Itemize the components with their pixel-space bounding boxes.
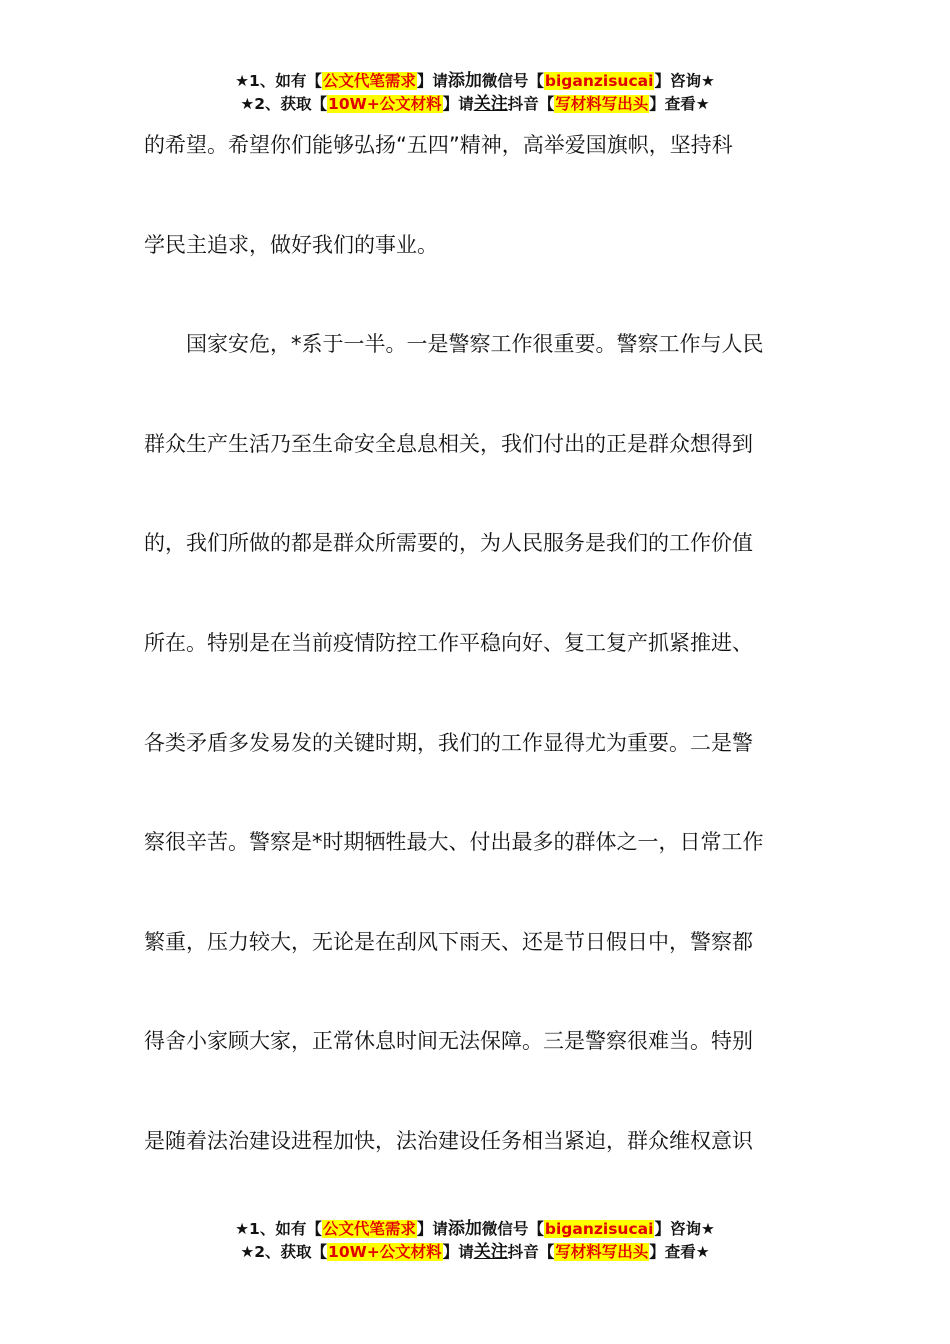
body-line: 群众生产生活乃至生命安全息息相关，我们付出的正是群众想得到 bbox=[144, 431, 753, 456]
body-line: 学民主追求，做好我们的事业。 bbox=[144, 232, 438, 257]
body-line: 繁重，压力较大，无论是在刮风下雨天、还是节日假日中，警察都 bbox=[144, 929, 753, 954]
header-line-2-post: 】查看★ bbox=[649, 95, 710, 113]
footer-line-2-mid2: 抖音【 bbox=[507, 1243, 555, 1261]
header-emphasis-add: 添加 bbox=[447, 71, 482, 91]
footer-line-2-mid: 】请 bbox=[442, 1243, 474, 1261]
header-line-1-pre: ★1、如有【 bbox=[235, 72, 322, 90]
footer-line-2 bbox=[0, 1241, 950, 1264]
footer-line-1 bbox=[0, 1218, 950, 1241]
header-line-2-pre: ★2、获取【 bbox=[240, 95, 328, 113]
body-line: 是随着法治建设进程加快，法治建设任务相当紧迫，群众维权意识 bbox=[144, 1128, 753, 1153]
body-line: 的，我们所做的都是群众所需要的，为人民服务是我们的工作价值 bbox=[144, 531, 753, 556]
footer-banner bbox=[0, 1218, 950, 1264]
header-line-2 bbox=[0, 93, 950, 116]
footer-highlight-douyin: 写材料写出头 bbox=[555, 1243, 649, 1261]
header-line-2-mid2: 抖音【 bbox=[507, 95, 555, 113]
footer-highlight-wechat-id: biganzisucai bbox=[544, 1220, 654, 1238]
header-emphasis-follow: 关注 bbox=[473, 94, 508, 114]
header-highlight-materials: 10W+公文材料 bbox=[328, 95, 442, 113]
header-highlight-wechat-id: biganzisucai bbox=[544, 72, 654, 90]
body-line: 的希望。希望你们能够弘扬“五四”精神，高举爱国旗帜，坚持科 bbox=[144, 133, 733, 157]
header-line-1-mid2: 微信号【 bbox=[481, 72, 544, 90]
header-banner bbox=[0, 70, 950, 116]
footer-line-1-post: 】咨询★ bbox=[654, 1220, 715, 1238]
footer-line-2-pre: ★2、获取【 bbox=[240, 1243, 328, 1261]
header-line-1-mid: 】请 bbox=[416, 72, 448, 90]
footer-highlight-service: 公文代笔需求 bbox=[322, 1220, 416, 1238]
footer-line-2-post: 】查看★ bbox=[649, 1243, 710, 1261]
header-line-2-mid: 】请 bbox=[442, 95, 474, 113]
footer-line-1-mid: 】请 bbox=[416, 1220, 448, 1238]
footer-line-1-mid2: 微信号【 bbox=[481, 1220, 544, 1238]
header-line-1-post: 】咨询★ bbox=[654, 72, 715, 90]
header-highlight-douyin: 写材料写出头 bbox=[555, 95, 649, 113]
body-line: 国家安危，*系于一半。一是警察工作很重要。警察工作与人民 bbox=[144, 332, 764, 357]
body-line: 各类矛盾多发易发的关键时期，我们的工作显得尤为重要。二是警 bbox=[144, 730, 753, 755]
header-highlight-service: 公文代笔需求 bbox=[322, 72, 416, 90]
document-body bbox=[144, 120, 814, 1216]
footer-emphasis-follow: 关注 bbox=[473, 1242, 508, 1262]
body-line: 察很辛苦。警察是*时期牺牲最大、付出最多的群体之一，日常工作 bbox=[144, 830, 764, 855]
header-line-1 bbox=[0, 70, 950, 93]
body-line: 所在。特别是在当前疫情防控工作平稳向好、复工复产抓紧推进、 bbox=[144, 630, 753, 655]
footer-emphasis-add: 添加 bbox=[447, 1219, 482, 1239]
footer-line-1-pre: ★1、如有【 bbox=[235, 1220, 322, 1238]
footer-highlight-materials: 10W+公文材料 bbox=[328, 1243, 442, 1261]
body-line: 得舍小家顾大家，正常休息时间无法保障。三是警察很难当。特别 bbox=[144, 1029, 753, 1054]
